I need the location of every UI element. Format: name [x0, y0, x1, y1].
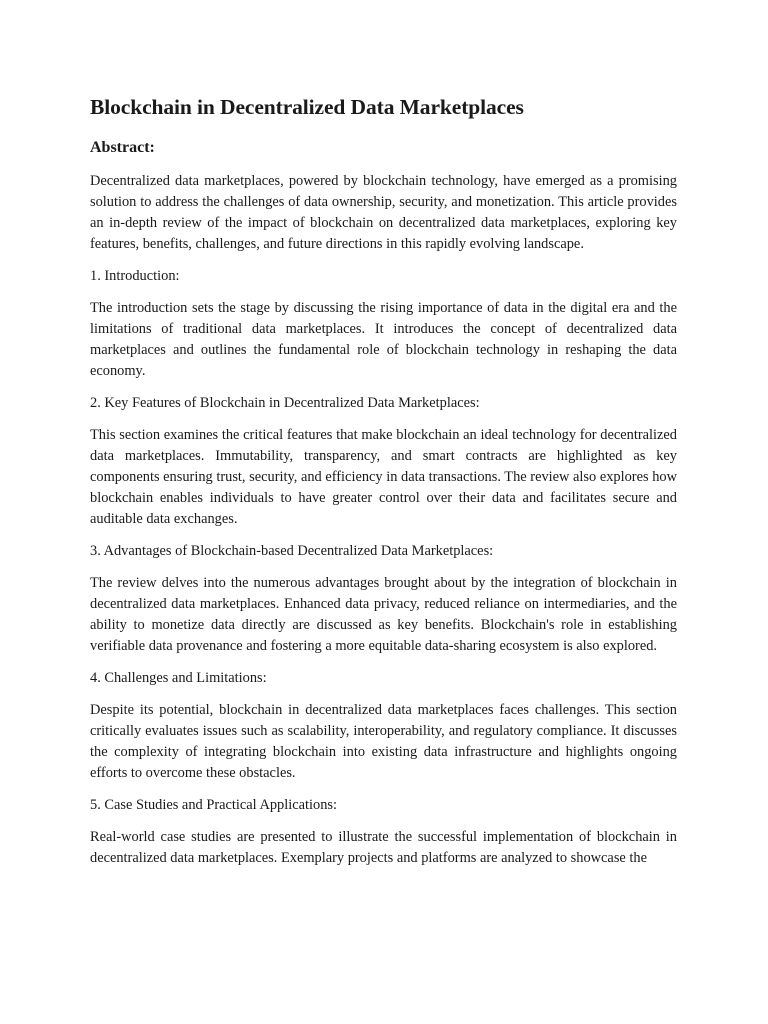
section-heading-case-studies: 5. Case Studies and Practical Applications:	[90, 797, 337, 813]
section-heading-advantages: 3. Advantages of Blockchain-based Decentralized Data Marketplaces:	[90, 543, 494, 559]
section-body-introduction: The introduction sets the stage by discussing the rising importance of data in the digital era and the limitations of traditional data marketplaces. It introduces the concept of decentralized data marketplaces and outlines the fundamental role of blockchain technology in reshaping the data economy.	[90, 300, 677, 379]
section-body-case-studies: Real-world case studies are presented to illustrate the successful implementation of blockchain in decentralized data marketplaces. Exemplary projects and platforms are analyzed to showcase the	[90, 829, 677, 866]
abstract-paragraph: Decentralized data marketplaces, powered by blockchain technology, have emerged as a promising solution to address the challenges of data ownership, security, and monetization. This article provides an in-depth review of the impact of blockchain on decentralized data marketplaces, exploring key features, benefits, challenges, and future directions in this rapidly evolving landscape.	[90, 173, 677, 252]
section-body-advantages: The review delves into the numerous advantages brought about by the integration of blockchain in decentralized data marketplaces. Enhanced data privacy, reduced reliance on intermediaries, and the ability to monetize data directly are discussed as key benefits. Blockchain's role in establishing verifiable data provenance and fostering a more equitable data-sharing ecosystem is also explored.	[90, 575, 677, 654]
section-body-challenges: Despite its potential, blockchain in decentralized data marketplaces faces challenges. This section critically evaluates issues such as scalability, interoperability, and regulatory compliance. It discusses the complexity of integrating blockchain into existing data infrastructure and highlights ongoing efforts to overcome these obstacles.	[90, 702, 677, 781]
section-heading-introduction: 1. Introduction:	[90, 268, 180, 284]
section-body-key-features: This section examines the critical features that make blockchain an ideal technology for decentralized data marketplaces. Immutability, transparency, and smart contracts are highlighted as key components ensuring trust, security, and efficiency in data transactions. The review also explores how blockchain enables individuals to have greater control over their data and facilitates secure and auditable data exchanges.	[90, 427, 677, 527]
document-page	[90, 93, 677, 869]
abstract-label: Abstract:	[90, 139, 155, 156]
section-heading-key-features: 2. Key Features of Blockchain in Decentralized Data Marketplaces:	[90, 395, 480, 411]
document-title: Blockchain in Decentralized Data Marketplaces	[90, 95, 524, 119]
section-heading-challenges: 4. Challenges and Limitations:	[90, 670, 267, 686]
